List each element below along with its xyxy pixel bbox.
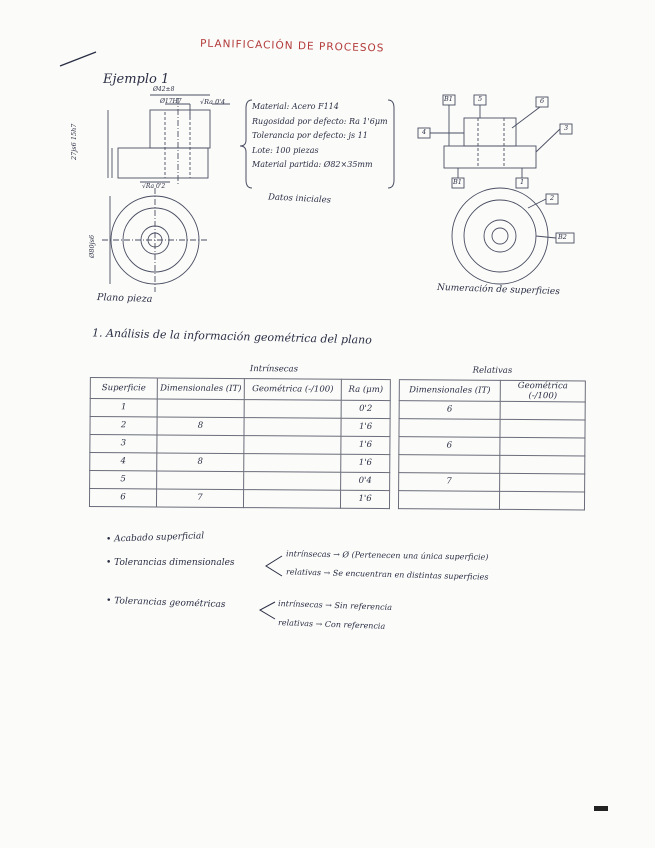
table-cell xyxy=(244,453,341,472)
table-cell: 1'6 xyxy=(341,436,390,454)
col-header: Geométrica (-/100) xyxy=(244,378,341,400)
bracket-geo xyxy=(260,602,275,619)
example-heading: Ejemplo 1 xyxy=(103,72,170,87)
surface-label: 2 xyxy=(550,194,555,202)
table-cell xyxy=(499,491,584,510)
table-cell xyxy=(398,490,499,509)
table-cell: 1'6 xyxy=(341,454,390,472)
note-tol-dim-rel: relativas → Se encuentran en distintas superficies xyxy=(285,567,489,582)
data-line: Material: Acero F114 xyxy=(252,102,339,111)
surface-label: 5 xyxy=(478,95,483,103)
page-title: PLANIFICACIÓN DE PROCESOS xyxy=(199,37,385,55)
surface-label: B1 xyxy=(453,178,462,186)
surface-label: B2 xyxy=(558,233,567,241)
diameter-dim: Ø80js6 xyxy=(88,234,96,258)
section-heading: 1. Análisis de la información geométrica del plano xyxy=(91,326,373,347)
table-cell: 1'6 xyxy=(341,418,390,436)
note-tol-dim: • Tolerancias dimensionales xyxy=(106,558,235,568)
data-line: Lote: 100 piezas xyxy=(252,145,319,155)
surface-label: 3 xyxy=(564,124,569,132)
note-tol-geo: • Tolerancias geométricas xyxy=(105,595,226,611)
col-header: Dimensionales (IT) xyxy=(399,379,500,401)
table-cell: 6 xyxy=(89,488,156,506)
initial-data-box xyxy=(252,100,392,186)
table-cell: 6 xyxy=(399,436,500,455)
table-cell: 2 xyxy=(90,416,157,434)
table-cell xyxy=(244,435,341,454)
table-row xyxy=(89,488,584,509)
note-tol-geo-intr: intrínsecas → Sin referencia xyxy=(277,599,393,612)
ra-bottom: √Ra 0'2 xyxy=(142,183,166,190)
group-intrinsic: Intrínsecas xyxy=(157,360,390,379)
table-cell xyxy=(500,473,585,492)
table-cell: 0'4 xyxy=(341,472,390,490)
table-cell: 8 xyxy=(157,416,244,435)
drawing-caption: Plano pieza xyxy=(96,292,153,305)
surface-label: 6 xyxy=(540,97,545,105)
table-cell xyxy=(399,454,500,473)
table-cell xyxy=(500,419,585,438)
table-cell xyxy=(157,434,244,453)
table-cell xyxy=(244,471,341,490)
surface-drawing xyxy=(418,95,574,284)
note-acabado: • Acabado superficial xyxy=(105,531,205,545)
table-cell: 6 xyxy=(399,400,500,419)
table-cell: 4 xyxy=(90,452,157,470)
table-cell xyxy=(244,399,341,418)
initial-data-caption: Datos iniciales xyxy=(267,192,332,206)
dim-bore: Ø17H7 xyxy=(160,98,182,105)
margin-stroke xyxy=(60,52,96,66)
table-cell xyxy=(157,398,244,417)
note-tol-dim-intr: intrínsecas → Ø (Pertenecen una única superficie) xyxy=(285,549,489,562)
table-cell: 1'6 xyxy=(340,490,389,508)
table-cell: 1 xyxy=(90,398,157,416)
dim-top: Ø42±8 xyxy=(153,86,175,93)
geometry-table xyxy=(89,360,586,510)
surface-label: B1 xyxy=(444,95,453,103)
col-header: Superficie xyxy=(90,377,157,398)
table-cell xyxy=(157,470,244,489)
ra-top: √Ra 0'4 xyxy=(200,98,226,106)
brace xyxy=(240,100,252,188)
data-line: Rugosidad por defecto: Ra 1'6μm xyxy=(252,116,388,126)
table-cell xyxy=(500,401,585,420)
table-cell xyxy=(500,437,585,456)
data-line: Material partida: Ø82×35mm xyxy=(252,160,373,169)
data-line: Tolerancia por defecto: js 11 xyxy=(252,131,368,140)
surface-label: 4 xyxy=(422,128,427,136)
table-cell xyxy=(244,417,341,436)
surface-label: 1 xyxy=(520,178,525,186)
table-cell: 7 xyxy=(156,488,243,507)
table-cell: 0'2 xyxy=(341,400,390,418)
surfaces-caption: Numeración de superficies xyxy=(436,282,560,298)
table-cell: 3 xyxy=(90,434,157,452)
part-drawing xyxy=(102,95,230,292)
height-dim: 27js6 15h7 xyxy=(70,123,78,160)
bracket-dim xyxy=(266,556,282,576)
table-cell: 8 xyxy=(157,452,244,471)
table-cell: 7 xyxy=(399,472,500,491)
corner-mark xyxy=(594,806,608,811)
table-cell xyxy=(500,455,585,474)
group-relative: Relativas xyxy=(399,362,585,380)
col-header: Geométrica (-/100) xyxy=(500,380,585,402)
table-cell xyxy=(399,418,500,437)
col-header: Dimensionales (IT) xyxy=(157,377,244,399)
note-tol-geo-rel: relativas → Con referencia xyxy=(277,618,386,631)
col-header: Ra (μm) xyxy=(341,379,390,400)
table-cell: 5 xyxy=(90,470,157,488)
table-cell xyxy=(243,489,340,508)
